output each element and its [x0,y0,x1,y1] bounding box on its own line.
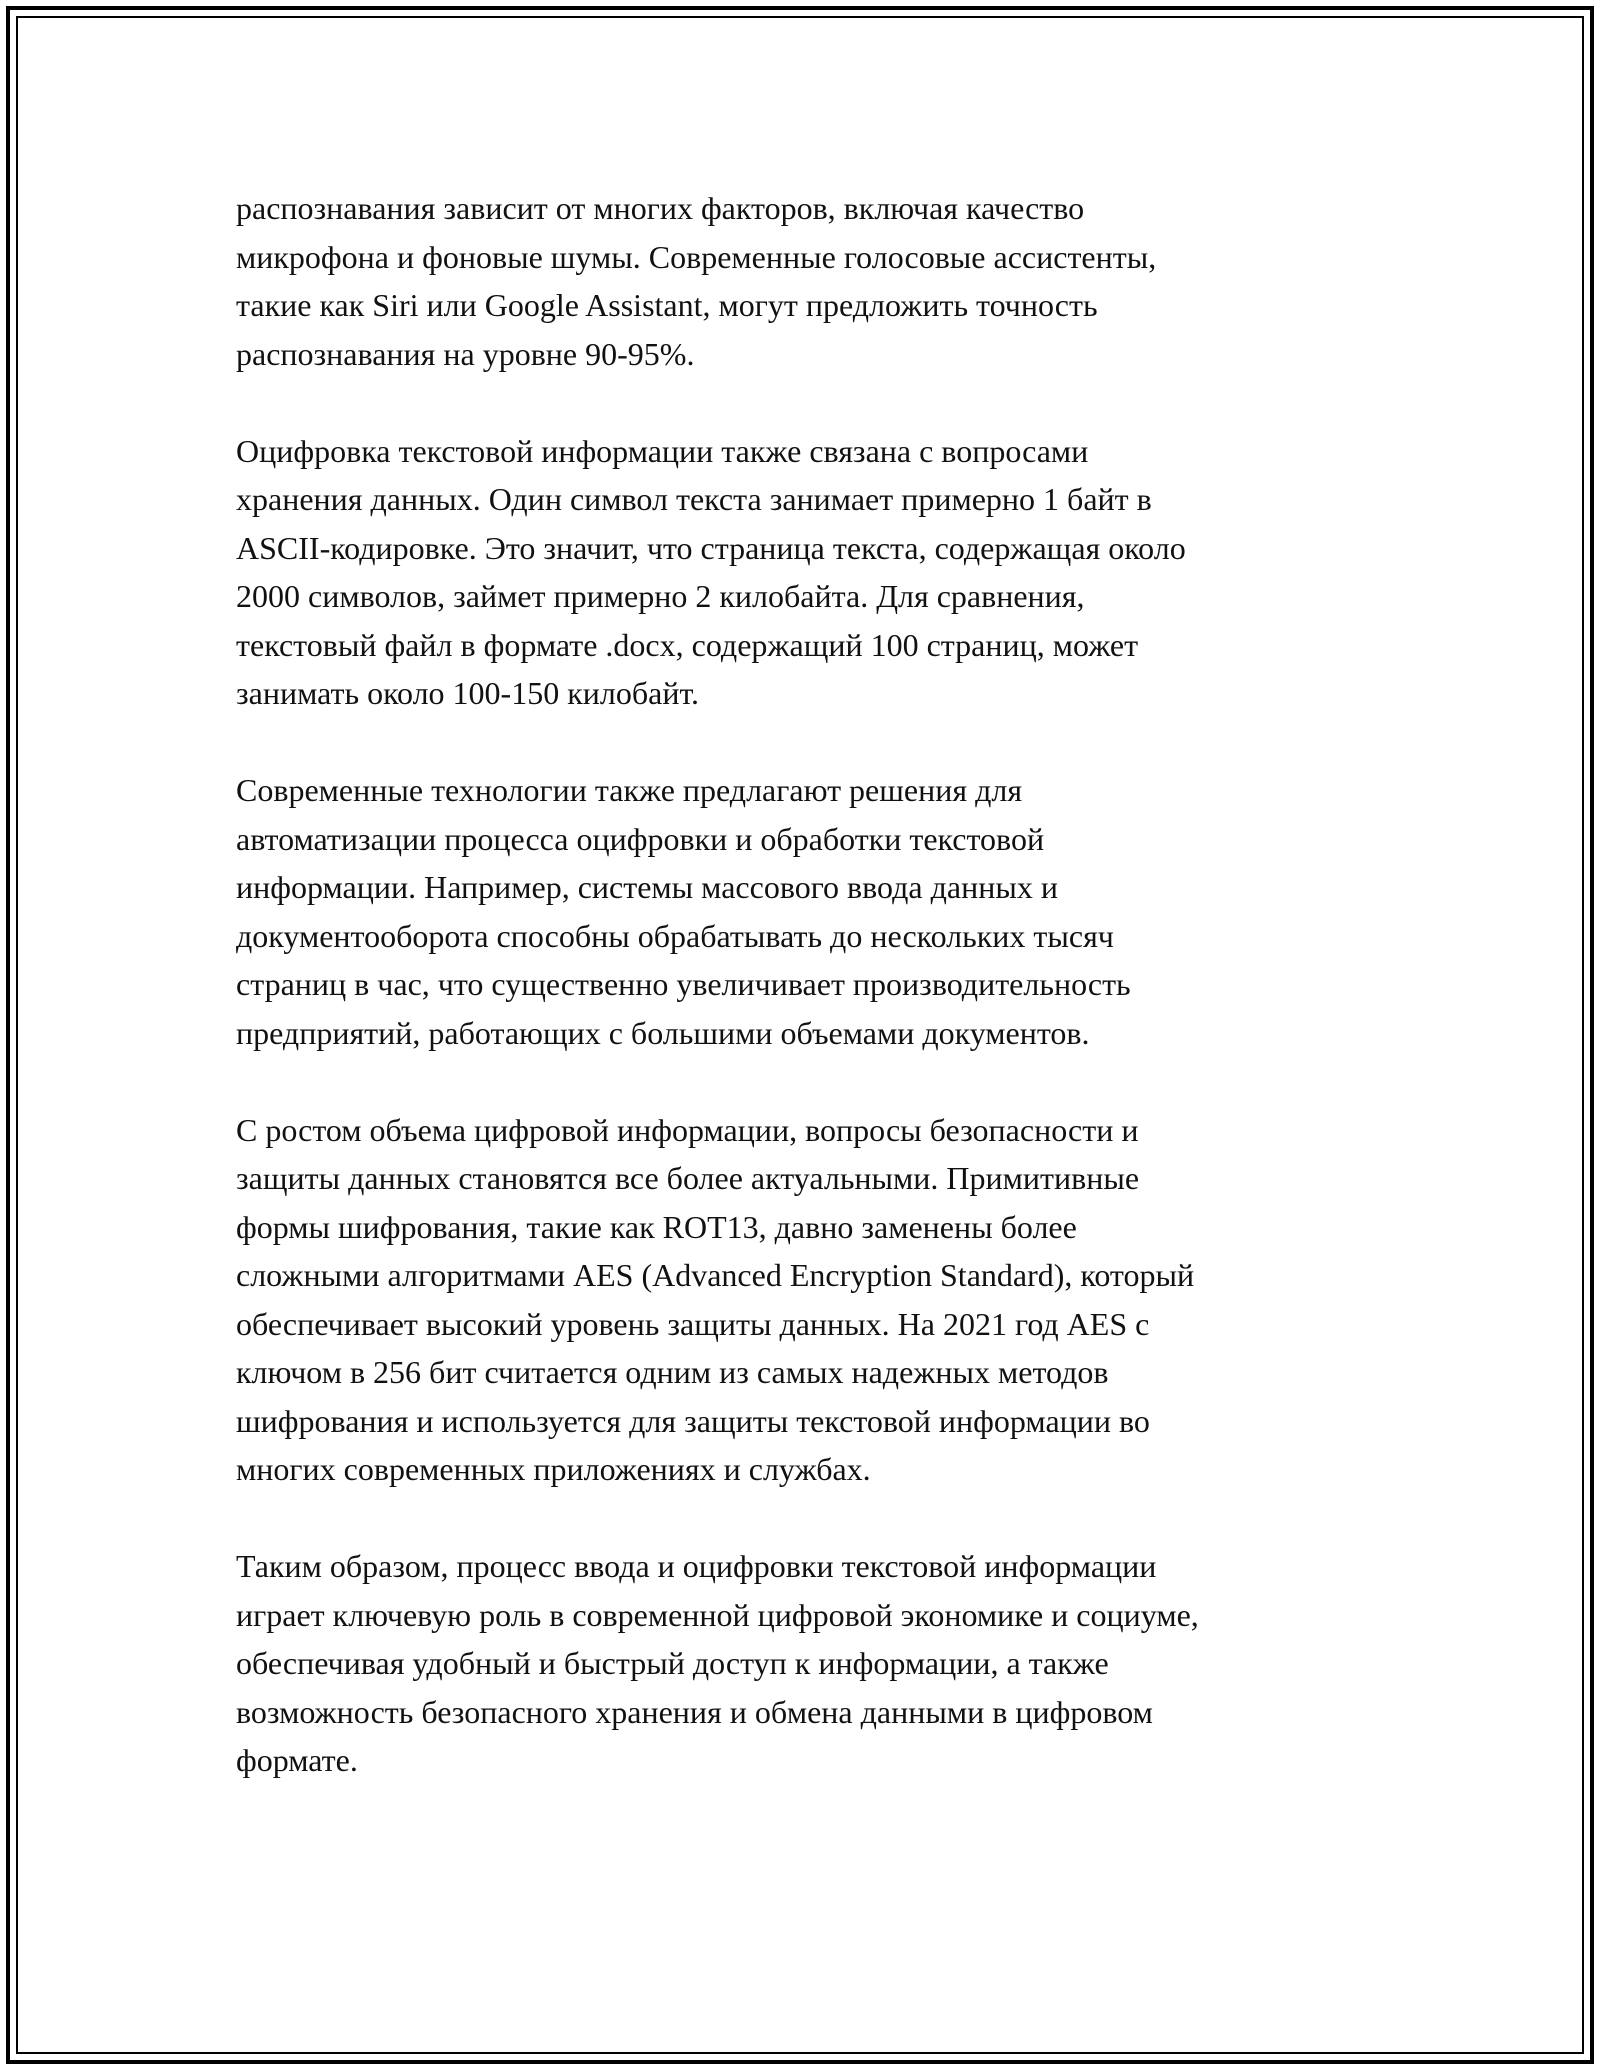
text-line: распознавания на уровне 90-95%. [236,335,695,372]
text-line: формате. [236,1742,358,1778]
text-line: С ростом объема цифровой информации, вопросы безопасности и [236,1111,1139,1148]
text-line: Таким образом, процесс ввода и оцифровки текстовой информации [236,1548,1157,1584]
text-line: Оцифровка текстовой информации также связана с вопросами [236,432,1089,469]
text-line: играет ключевую роль в современной цифровой экономике и социуме, [236,1596,1199,1633]
text-line: ASCII-кодировке. Это значит, что страница текста, содержащая около [236,529,1186,566]
text-line: занимать около 100-150 килобайт. [236,675,700,711]
paragraph-1 [236,184,1376,378]
text-line: страниц в час, что существенно увеличивает производительность [236,966,1131,1002]
text-line: документооборота способны обрабатывать до нескольких тысяч [236,917,1114,954]
text-line: текстовый файл в формате .docx, содержащий 100 страниц, может [236,626,1139,663]
text-line: сложными алгоритмами AES (Advanced Encryption Standard), который [236,1257,1195,1293]
text-line: обеспечивая удобный и быстрый доступ к информации, а также [236,1645,1109,1681]
paragraph-2 [236,427,1376,718]
text-line: ключом в 256 бит считается одним из самых надежных методов [236,1354,1109,1390]
text-line: защиты данных становятся все более актуальными. Примитивные [236,1160,1140,1196]
text-line: предприятий, работающих с большими объемами документов. [236,1014,1090,1051]
text-line: распознавания зависит от многих факторов, включая качество [236,190,1085,226]
paragraph-3 [236,766,1376,1057]
text-line: такие как Siri или Google Assistant, могут предложить точность [236,287,1098,323]
text-line: информации. Например, системы массового ввода данных и [236,869,1058,905]
paragraph-5 [236,1542,1376,1785]
paragraph-4 [236,1106,1376,1494]
text-line: многих современных приложениях и службах. [236,1451,871,1487]
text-line: шифрования и используется для защиты текстовой информации во [236,1402,1150,1439]
text-line: возможность безопасного хранения и обмена данными в цифровом [236,1693,1153,1730]
text-line: Современные технологии также предлагают решения для [236,772,1023,808]
document-body [236,184,1376,1833]
text-line: автоматизации процесса оцифровки и обработки текстовой [236,820,1045,857]
text-line: формы шифрования, такие как ROT13, давно заменены более [236,1208,1077,1245]
text-line: микрофона и фоновые шумы. Современные голосовые ассистенты, [236,238,1157,275]
text-line: хранения данных. Один символ текста занимает примерно 1 байт в [236,481,1152,517]
text-line: 2000 символов, займет примерно 2 килобайта. Для сравнения, [236,578,1085,614]
text-line: обеспечивает высокий уровень защиты данных. На 2021 год AES с [236,1305,1150,1342]
